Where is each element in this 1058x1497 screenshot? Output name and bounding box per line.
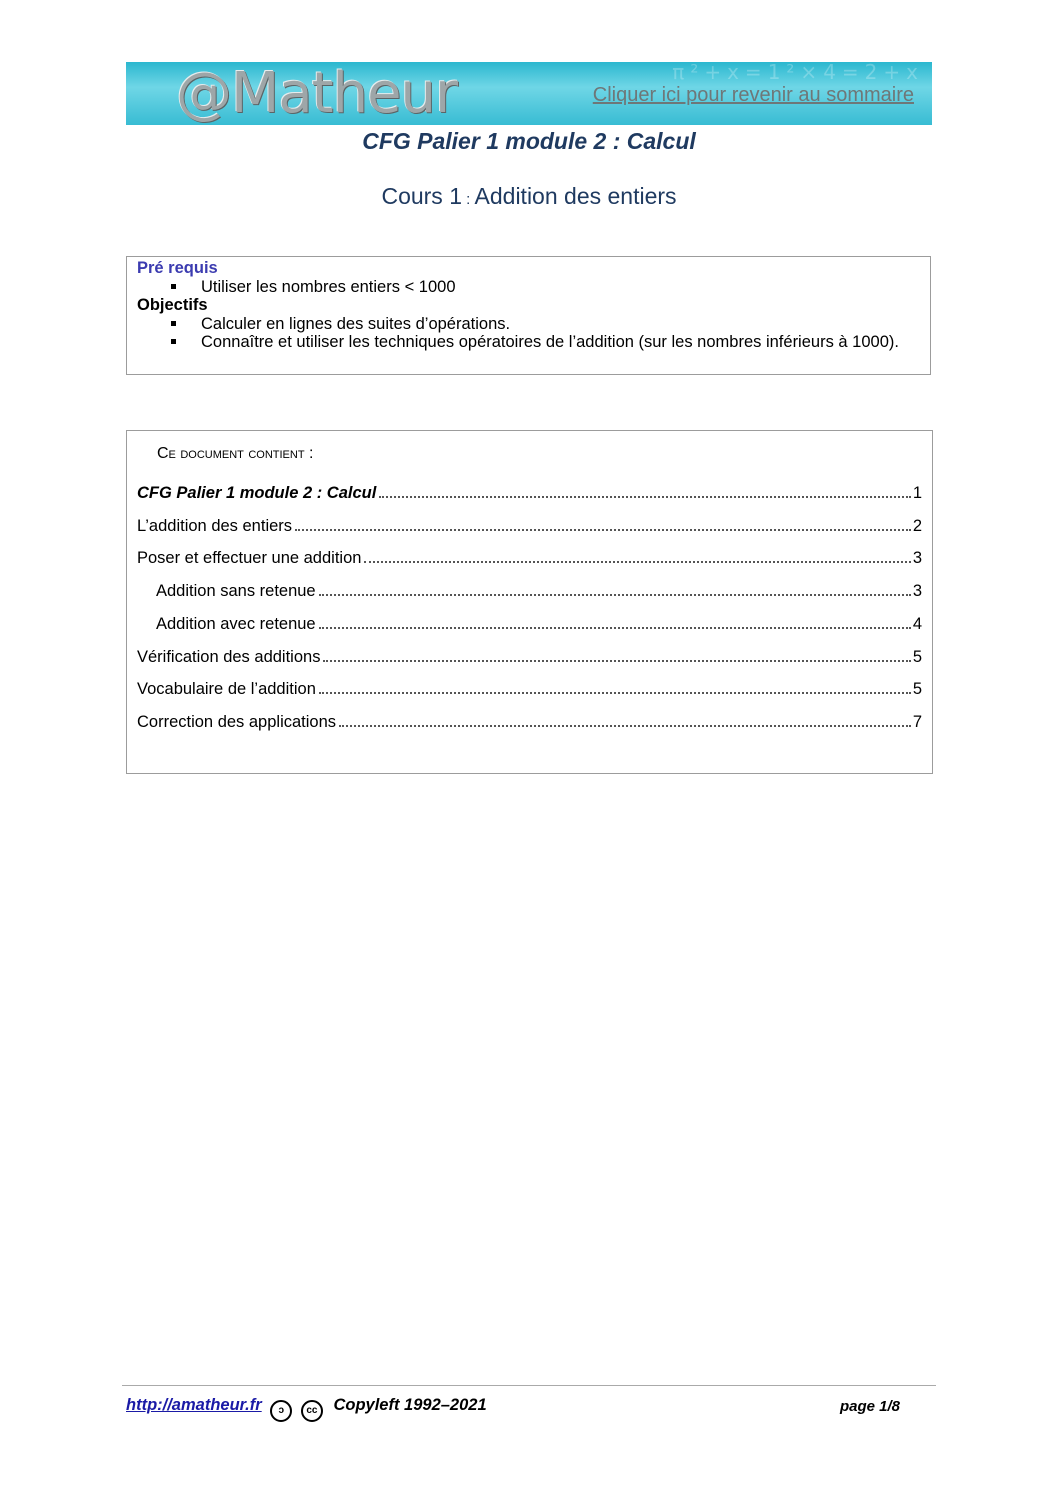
toc-leader	[319, 692, 911, 694]
toc-entry[interactable]	[137, 643, 922, 667]
course-title	[0, 183, 1058, 210]
copyleft-text: Copyleft 1992–2021	[333, 1396, 487, 1414]
toc-entry-label: Addition sans retenue	[156, 582, 316, 600]
prerequisites-box	[126, 256, 931, 375]
site-url-link[interactable]: http://amatheur.fr	[126, 1396, 262, 1414]
toc-entry-page: 5	[912, 648, 922, 666]
list-item: Calculer en lignes des suites d’opérations.	[201, 315, 920, 333]
site-logo: @Matheur	[176, 62, 458, 125]
table-of-contents	[126, 430, 933, 774]
toc-entry-page: 3	[912, 582, 922, 600]
sommaire-link[interactable]: Cliquer ici pour revenir au sommaire	[592, 84, 914, 106]
toc-leader	[323, 660, 910, 662]
list-item: Connaître et utiliser les techniques opératoires de l’addition (sur les nombres inférieurs à 1000).	[201, 333, 920, 351]
copyleft-icon: ↄ	[270, 1400, 292, 1422]
toc-entry[interactable]	[156, 610, 922, 634]
toc-leader	[319, 594, 911, 596]
toc-entry-label: L’addition des entiers	[137, 517, 293, 535]
toc-entry-label: Vérification des additions	[137, 648, 321, 666]
prereq-heading: Pré requis	[137, 259, 218, 277]
toc-entry-page: 7	[912, 713, 922, 731]
course-prefix: Cours 1	[381, 183, 462, 209]
objectives-list	[137, 315, 920, 351]
page-footer	[126, 1396, 906, 1420]
toc-leader	[379, 496, 910, 498]
toc-entry[interactable]	[137, 512, 922, 536]
toc-entry[interactable]	[137, 675, 922, 699]
creative-commons-icon: cc	[301, 1400, 323, 1422]
toc-leader	[295, 529, 911, 531]
toc-heading: Ce document contient :	[157, 445, 314, 462]
list-item: Utiliser les nombres entiers < 1000	[201, 278, 920, 296]
toc-entry[interactable]	[137, 708, 922, 732]
toc-entry-label: Vocabulaire de l’addition	[137, 680, 316, 698]
toc-entry-label: CFG Palier 1 module 2 : Calcul	[137, 484, 377, 502]
course-separator: :	[462, 191, 475, 208]
toc-entry-page: 5	[912, 680, 922, 698]
objectives-heading: Objectifs	[137, 296, 208, 314]
toc-leader	[339, 725, 911, 727]
toc-entry[interactable]	[156, 577, 922, 601]
page-number: page 1/8	[839, 1398, 900, 1415]
toc-entry-page: 2	[912, 517, 922, 535]
course-name: Addition des entiers	[474, 183, 677, 209]
math-decoration: π²+x=1²×4=2+x	[672, 62, 924, 84]
toc-leader	[364, 561, 910, 563]
toc-entry[interactable]	[137, 544, 922, 568]
toc-entry-page: 3	[912, 549, 922, 567]
footer-divider	[122, 1385, 936, 1386]
toc-entry-page: 1	[912, 484, 922, 502]
toc-entry-label: Addition avec retenue	[156, 615, 316, 633]
toc-leader	[319, 627, 911, 629]
toc-entry-label: Correction des applications	[137, 713, 337, 731]
prereq-list	[137, 278, 920, 296]
header-banner	[126, 62, 932, 125]
toc-entry-label: Poser et effectuer une addition	[137, 549, 362, 567]
page-title: CFG Palier 1 module 2 : Calcul	[362, 128, 696, 154]
toc-entry[interactable]	[137, 479, 922, 503]
toc-entry-page: 4	[912, 615, 922, 633]
